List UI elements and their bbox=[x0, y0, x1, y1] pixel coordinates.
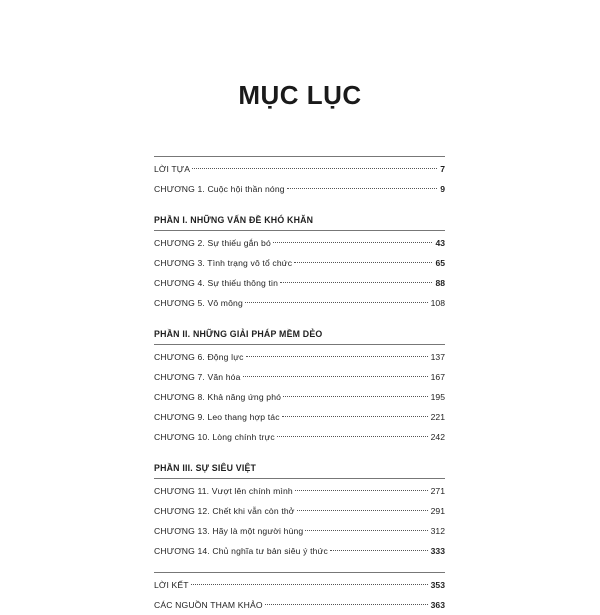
toc-entry-label: LỜI KẾT bbox=[154, 580, 189, 590]
toc-entry-label: CHƯƠNG 8. Khả năng ứng phó bbox=[154, 392, 282, 402]
toc-entry-label: CÁC NGUỒN THAM KHẢO bbox=[154, 600, 263, 610]
leader-dots bbox=[330, 550, 428, 551]
leader-dots bbox=[287, 188, 438, 189]
toc-entry-page: 108 bbox=[430, 298, 445, 308]
outro-rule bbox=[154, 572, 445, 573]
toc-entry-chapter-13[interactable] bbox=[154, 521, 445, 541]
toc-entry-page: 88 bbox=[435, 278, 445, 288]
toc-entry-page: 65 bbox=[435, 258, 445, 268]
toc-entry-label: CHƯƠNG 4. Sự thiếu thông tin bbox=[154, 278, 279, 288]
leader-dots bbox=[282, 416, 428, 417]
leader-dots bbox=[273, 242, 433, 243]
toc-entry-label: CHƯƠNG 7. Văn hóa bbox=[154, 372, 241, 382]
leader-dots bbox=[297, 510, 428, 511]
toc-entry-page: 363 bbox=[430, 600, 445, 610]
toc-entry-label: CHƯƠNG 13. Hãy là một người hùng bbox=[154, 526, 304, 536]
toc-entry-page: 43 bbox=[435, 238, 445, 248]
toc-entry-chapter-10[interactable] bbox=[154, 427, 445, 447]
leader-dots bbox=[246, 356, 428, 357]
part-rule bbox=[154, 230, 445, 231]
toc-entry-label: CHƯƠNG 5. Vô mông bbox=[154, 298, 243, 308]
toc-entry-preface[interactable] bbox=[154, 159, 445, 179]
toc-entry-chapter-4[interactable] bbox=[154, 273, 445, 293]
toc-entry-label: CHƯƠNG 6. Động lực bbox=[154, 352, 244, 362]
toc-entry-chapter-7[interactable] bbox=[154, 367, 445, 387]
toc-entry-page: 7 bbox=[440, 164, 445, 174]
toc-entry-page: 137 bbox=[430, 352, 445, 362]
toc-entry-chapter-2[interactable] bbox=[154, 233, 445, 253]
toc-entry-label: CHƯƠNG 10. Lòng chính trực bbox=[154, 432, 275, 442]
leader-dots bbox=[283, 396, 428, 397]
toc-entry-label: CHƯƠNG 14. Chủ nghĩa tư bản siêu ý thức bbox=[154, 546, 328, 556]
top-rule bbox=[154, 156, 445, 157]
page-title: MỤC LỤC bbox=[238, 80, 362, 110]
leader-dots bbox=[265, 604, 428, 605]
part-rule bbox=[154, 478, 445, 479]
toc-entry-label: CHƯƠNG 11. Vượt lên chính mình bbox=[154, 486, 293, 496]
toc-entry-label: CHƯƠNG 9. Leo thang hợp tác bbox=[154, 412, 280, 422]
leader-dots bbox=[294, 262, 432, 263]
toc-entry-label: CHƯƠNG 1. Cuộc hội thần nóng bbox=[154, 184, 285, 194]
toc-entry-page: 333 bbox=[430, 546, 445, 556]
toc-entry-label: CHƯƠNG 3. Tình trạng vô tổ chức bbox=[154, 258, 293, 268]
toc-entry-page: 271 bbox=[430, 486, 445, 496]
toc-entry-chapter-1[interactable] bbox=[154, 179, 445, 199]
part-heading-1: PHẦN I. NHỮNG VẤN ĐỀ KHÓ KHĂN bbox=[154, 215, 314, 225]
toc-entry-references[interactable] bbox=[154, 595, 445, 615]
leader-dots bbox=[191, 584, 428, 585]
toc-entry-chapter-5[interactable] bbox=[154, 293, 445, 313]
toc-entry-label: CHƯƠNG 2. Sự thiếu gắn bó bbox=[154, 238, 271, 248]
part-rule bbox=[154, 344, 445, 345]
leader-dots bbox=[280, 282, 432, 283]
part-heading-2: PHẦN II. NHỮNG GIẢI PHÁP MỀM DẺO bbox=[154, 329, 323, 339]
table-of-contents bbox=[154, 156, 445, 615]
toc-entry-chapter-12[interactable] bbox=[154, 501, 445, 521]
leader-dots bbox=[245, 302, 428, 303]
part-heading-3: PHẦN III. SỰ SIÊU VIỆT bbox=[154, 463, 257, 473]
toc-entry-page: 242 bbox=[430, 432, 445, 442]
toc-entry-page: 291 bbox=[430, 506, 445, 516]
toc-entry-page: 9 bbox=[440, 184, 445, 194]
toc-entry-chapter-14[interactable] bbox=[154, 541, 445, 561]
leader-dots bbox=[305, 530, 427, 531]
toc-entry-label: CHƯƠNG 12. Chết khi vẫn còn thở bbox=[154, 506, 295, 516]
toc-entry-label: LỜI TỰA bbox=[154, 164, 191, 174]
leader-dots bbox=[192, 168, 437, 169]
toc-entry-chapter-6[interactable] bbox=[154, 347, 445, 367]
toc-entry-chapter-11[interactable] bbox=[154, 481, 445, 501]
toc-entry-chapter-9[interactable] bbox=[154, 407, 445, 427]
toc-entry-chapter-3[interactable] bbox=[154, 253, 445, 273]
toc-entry-page: 167 bbox=[430, 372, 445, 382]
toc-entry-afterword[interactable] bbox=[154, 575, 445, 595]
toc-entry-page: 353 bbox=[430, 580, 445, 590]
toc-entry-page: 221 bbox=[430, 412, 445, 422]
leader-dots bbox=[277, 436, 428, 437]
leader-dots bbox=[295, 490, 428, 491]
leader-dots bbox=[243, 376, 428, 377]
toc-entry-page: 195 bbox=[430, 392, 445, 402]
toc-entry-chapter-8[interactable] bbox=[154, 387, 445, 407]
toc-entry-page: 312 bbox=[430, 526, 445, 536]
